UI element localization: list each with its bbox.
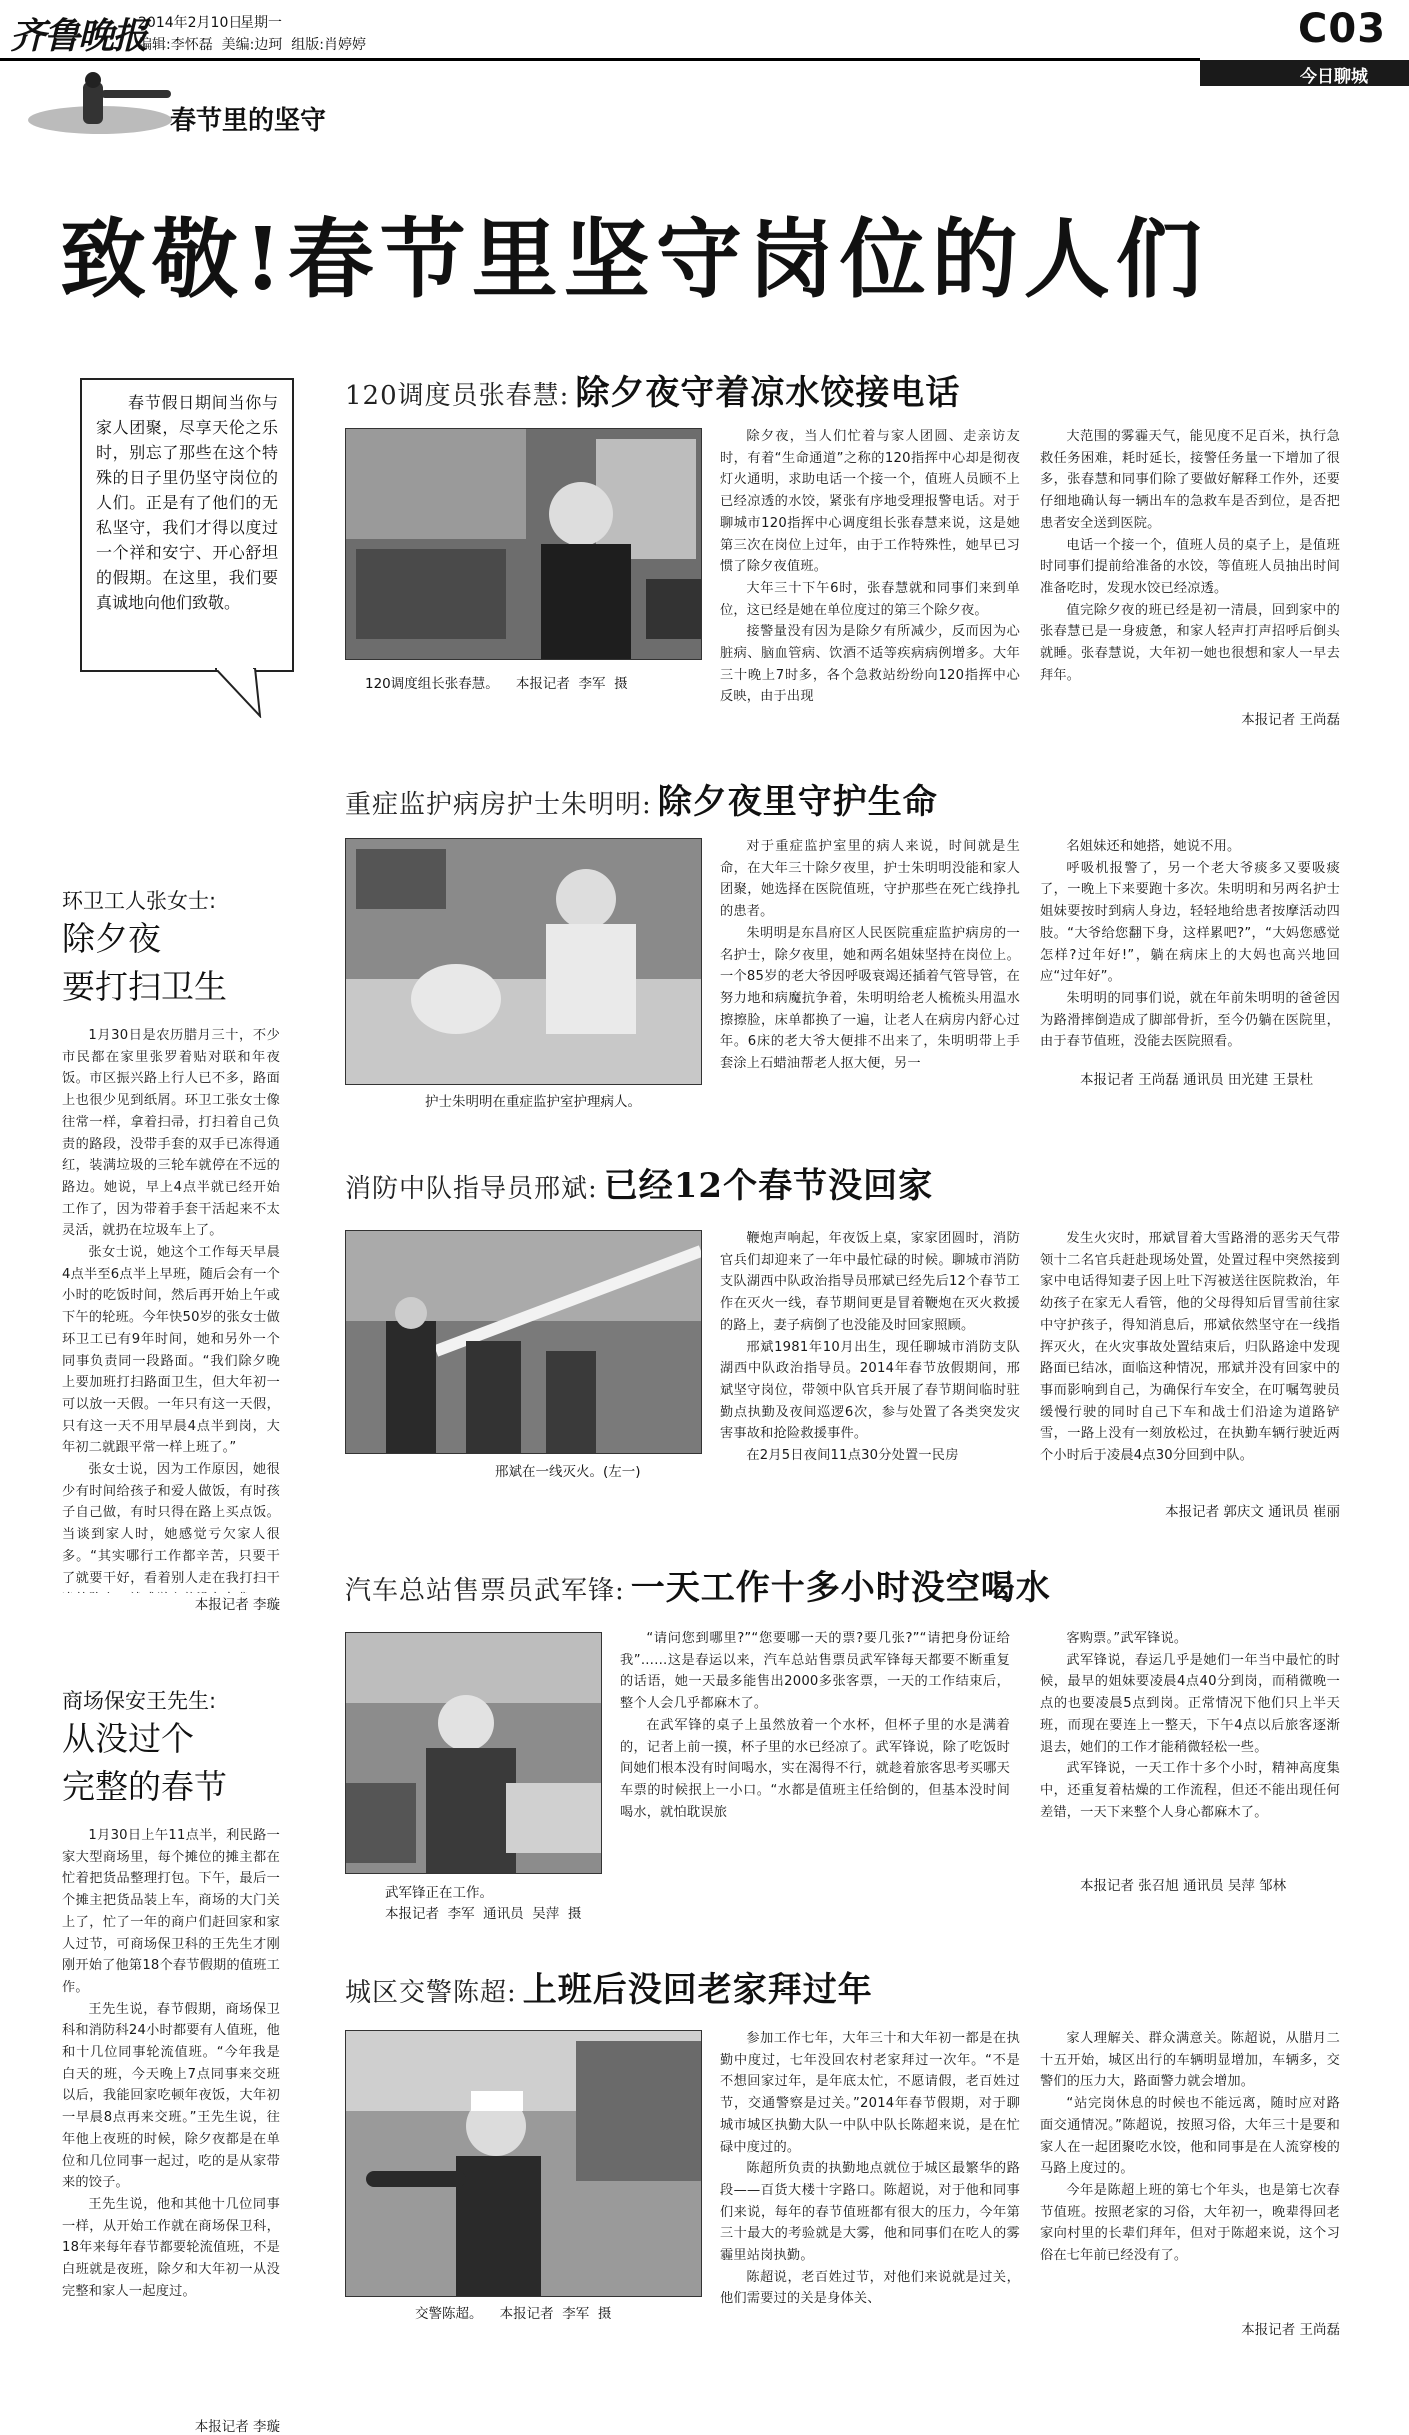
article-title: 已经12个春节没回家 [603,1166,934,1206]
page-title: 致敬!春节里坚守岗位的人们 [60,209,1208,310]
paragraph: 1月30日上午11点半，利民路一家大型商场里，每个摊位的摊主都在忙着把货品整理打包。下午，最后一个摊主把货品装上车，商场的大门关上了，忙了一年的商户们赶回家和家人过节，可商场保卫科的王先生才刚刚开始了他第18个春节假期的值班工作。 [62,1828,280,1995]
paragraph: 值完除夕夜的班已经是初一清晨，回到家中的张春慧已是一身疲惫，和家人轻声打声招呼后倒头就睡。张春慧说，大年初一她也很想和家人一早去拜年。 [1040,602,1340,683]
paragraph: 朱明明的同事们说，就在年前朱明明的爸爸因为路滑摔倒造成了脚部骨折，至今仍躺在医院里，由于春节值班，没能去医院照看。 [1040,990,1340,1050]
paragraph: 除夕夜，当人们忙着与家人团圆、走亲访友时，有着“生命通道”之称的120指挥中心却是彻夜灯火通明，求助电话一个接一个，值班人员顾不上已经凉透的水饺，紧张有序地受理报警电话。对于聊城市120指挥中心调度组长张春慧来说，这是她第三次在岗位上过年，由于工作特殊性，她早已习惯了除夕夜值班。 [720,429,1020,575]
paragraph: 客购票。”武军锋说。 [1066,1631,1188,1646]
sidebar-byline: 本报记者 李璇 [194,2419,280,2435]
paragraph: 大年三十下午6时，张春慧就和同事们来到单位，这已经是她在单位度过的第三个除夕夜。 [720,580,1020,618]
article-person: 重症监护病房护士朱明明: [345,790,652,820]
column-title: 春节里的坚守 [170,106,327,136]
sidebar-body [62,1025,280,1593]
masthead-logo: 齐鲁晚报 [10,15,147,57]
intro-text: 春节假日期间当你与家人团聚，尽享天伦之乐时，别忘了那些在这个特殊的日子里仍坚守岗位的人们。正是有了他们的无私坚守，我们才得以度过一个祥和安宁、开心舒坦的假期。在这里，我们要真诚地向他们致敬。 [96,393,278,612]
article-byline: 本报记者 王尚磊 通讯员 田光建 王景杜 [1080,1072,1314,1088]
article-person: 消防中队指导员邢斌: [345,1174,598,1204]
article-headline [345,1560,1051,1609]
article-headline [345,1158,933,1207]
paragraph: 陈超所负责的执勤地点就位于城区最繁华的路段——百货大楼十字路口。陈超说，对于他和同事们来说，每年的春节值班都有很大的压力，今年第三十最大的考验就是大雾，他和同事们在吃人的雾霾里站岗执勤。 [720,2161,1020,2264]
photo-caption: 护士朱明明在重症监护室护理病人。 [425,1094,641,1110]
intro-box [80,378,294,672]
photo-caption: 交警陈超。 本报记者 李军 摄 [415,2306,612,2322]
sidebar-sanitation [62,885,280,1613]
paragraph: 陈超说，老百姓过节，对他们来说就是过关，他们需要过的关是身体关、 [720,2269,1020,2307]
photo-traffic-police [345,2030,702,2297]
sidebar-byline: 本报记者 李璇 [194,1597,280,1613]
article-col1 [720,1228,1020,1516]
sidebar-headline-line2: 要打扫卫生 [62,967,227,1006]
paragraph: 武军锋说，一天工作十多个小时，精神高度集中，还重复着枯燥的工作流程，但还不能出现任何差错，一天下来整个人身心都麻木了。 [1040,1761,1340,1820]
paragraph: 在武军锋的桌子上虽然放着一个水杯，但杯子里的水是满着的，记者上前一摸，杯子里的水已经凉了。武军锋说，除了吃饭时间她们根本没有时间喝水，实在渴得不行，就趁着旅客思考买哪天车票的时候抿上一小口。“水都是值班主任给倒的，但基本没时间喝水，就怕耽误旅 [620,1717,1010,1820]
header-date: 2014年2月10日 [138,15,243,31]
paragraph: 张女士说，因为工作原因，她很少有时间给孩子和爱人做饭，有时孩子自己做，有时只得在路上买点饭。当谈到家人时，她感觉亏欠家人很多。“其实哪行工作都辛苦，只要干了就要干好，看着别人走在我打扫干 [62,1462,280,1586]
paragraph: 电话一个接一个，值班人员的桌子上，是值班时同事们提前给准备的水饺，等值班人员抽出时间准备吃时，发现水饺已经凉透。 [1040,537,1340,596]
article-col1 [720,2028,1020,2336]
paragraph: 家人理解关、群众满意关。陈超说，从腊月二十五开始，城区出行的车辆明显增加，车辆多，交警们的压力大，路面警力就会增加。 [1040,2031,1340,2090]
photo-nurse [345,838,702,1085]
paragraph: 鞭炮声响起，年夜饭上桌，家家团圆时，消防官兵们却迎来了一年中最忙碌的时候。聊城市消防支队湖西中队政治指导员邢斌已经先后12个春节工作在灭火一线，春节期间更是冒着鞭炮在灭火救援的路上，妻子病倒了也没能及时回家照顾。 [720,1231,1020,1333]
section-name: 今日聊城 [1300,67,1368,87]
header-weekday: 星期一 [240,15,282,31]
article-col2 [1040,2028,1340,2314]
article-title: 一天工作十多小时没空喝水 [630,1568,1051,1608]
article-headline [345,365,960,414]
page-number: C03 [1298,6,1387,52]
article-person: 城区交警陈超: [345,1978,517,2008]
paragraph: 朱明明是东昌府区人民医院重症监护病房的一名护士，除夕夜里，她和两名姐妹坚持在岗位上。一个85岁的老大爷因呼吸衰竭还插着气管导管，在努力地和病魔抗争着，朱明明给老人梳梳头用温水擦擦脸，床单都换了一遍，让老人在病房内舒心过年。6床的老大爷大便排不出来了，朱明明带上手套涂上石蜡油帮老人抠大便，另一 [720,925,1020,1072]
article-title: 除夕夜守着凉水饺接电话 [575,373,961,413]
article-byline: 本报记者 王尚磊 [1241,2322,1340,2338]
photo-caption: 120调度组长张春慧。 本报记者 李军 摄 [365,676,628,692]
paragraph: 呼吸机报警了，另一个老大爷痰多又要吸痰了，一晚上下来要跑十多次。朱明明和另两名护士姐妹要按时到病人身边，轻轻地给患者按摩活动四肢。“大爷给您翻下身，这样累吧?”，“大妈您感觉怎样?过年好!”，躺在病床上的大妈也高兴地回应“过年好”。 [1040,860,1340,985]
paragraph: 今年是陈超上班的第七个年头，也是第七次春节值班。按照老家的习俗，大年初一，晚辈得回老家向村里的长辈们拜年，但对于陈超来说，这个习俗在七年前已经没有了。 [1040,2182,1340,2264]
sidebar-headline-line2: 完整的春节 [62,1767,227,1806]
sidebar-headline-line1: 除夕夜 [62,919,161,958]
paragraph: 大范围的雾霾天气，能见度不足百米，执行急救任务困难，耗时延长，接警任务量一下增加了很多，张春慧和同事们除了要做好解释工作外，还要仔细地确认每一辆出车的急救车是否到位，是否把患者安全送到医院。 [1040,429,1340,531]
article-person: 汽车总站售票员武军锋: [345,1576,625,1606]
article-byline: 本报记者 王尚磊 [1241,712,1340,728]
sidebar-body [62,1825,280,2415]
paragraph: 发生火灾时，邢斌冒着大雪路滑的恶劣天气带领十二名官兵赶赴现场处置，处置过程中突然接到家中电话得知妻子因上吐下泻被送往医院救治，年幼孩子在家无人看管，他的父母得知后冒雪前往家中守护孩子，得知消息后，邢斌依然坚守在一线指挥灭火，在火灾事故处置结束后，归队路途中发现路面已结冰，面临这种情况，邢斌并没有回家中的事而影响到自己，为确保行车安全，在叮嘱驾驶员缓慢行驶的同时自己下车和战士们沿途为道路铲雪，一路上没有一刻放松过，在执勤车辆行驶近两个小时后于凌晨4点30分回到中队。 [1040,1231,1340,1464]
paragraph: 参加工作七年，大年三十和大年初一都是在执勤中度过，七年没回农村老家拜过一次年。“不是不想回家过年，是年底太忙，不愿请假，老百姓过节，交通警察是过关。”2014年春节假期，对于聊城市城区执勤大队一中队中队长陈超来说，是在忙碌中度过的。 [720,2031,1020,2155]
article-title: 上班后没回老家拜过年 [522,1970,873,2010]
sidebar-security [62,1685,280,2435]
paragraph: 王先生说，春节假期，商场保卫科和消防科24小时都要有人值班，他和十几位同事轮流值班。“今年我是白天的班，今天晚上7点同事来交班以后，我能回家吃顿年夜饭，大年初一早晨8点再来交班。”王先生说，往年他上夜班的时候，除夕夜都是在单位和几位同事一起过，吃的是从家带来的饺子。 [62,2001,280,2191]
sidebar-headline-line1: 从没过个 [62,1719,194,1758]
article-col1 [720,836,1020,1124]
article-col2 [1040,1228,1340,1496]
article-col1 [720,426,1020,714]
paragraph: 对于重症监护室里的病人来说，时间就是生命，在大年三十除夕夜里，护士朱明明没能和家人团聚，她选择在医院值班，守护那些在死亡线挣扎的患者。 [720,839,1020,920]
paragraph: 1月30日是农历腊月三十，不少市民都在家里张罗着贴对联和年夜饭。市区振兴路上行人已不多，路面上也很少见到纸屑。环卫工张女士像往常一样，拿着扫帚，打扫着自己负责的路段，没带手套的双手已冻得通红，装满垃圾的三轮车就停在不远的路边。她说，早上4点半就已经开始工作了，因为带着手套干活起来不太灵活，就扔在垃圾车上了。 [62,1028,280,1239]
paragraph: 接警量没有因为是除夕有所减少，反而因为心脏病、脑血管病、饮酒不适等疾病病例增多。大年三十晚上7时多，各个急救站纷纷向120指挥中心反映，由于出现 [720,624,1020,705]
article-col2 [1040,1628,1340,1874]
article-col1 [620,1628,1010,1922]
article-person: 120调度员张春慧: [345,381,570,411]
article-headline [345,774,938,823]
photo-caption: 武军锋正在工作。 本报记者 李军 通讯员 吴萍 摄 [385,1885,582,1922]
article-col2 [1040,836,1340,1068]
paragraph: 武军锋说，春运几乎是她们一年当中最忙的时候，最早的姐妹要凌晨4点40分到岗，而稍微晚一点的也要凌晨5点到岗。正常情况下他们只上半天班，而现在要连上一整天，下午4点以后旅客逐渐退去，她们的工作才能稍微轻松一些。 [1040,1652,1340,1755]
paragraph: 名姐妹还和她搭，她说不用。 [1066,839,1241,854]
paragraph: “站完岗休息的时候也不能远离，随时应对路面交通情况。”陈超说，按照习俗，大年三十是要和家人在一起团聚吃水饺，他和同事是在人流穿梭的马路上度过的。 [1040,2096,1340,2177]
article-byline: 本报记者 张召旭 通讯员 吴萍 邹林 [1080,1878,1287,1894]
intro-box-tail [215,668,275,722]
column-banner-icon [25,72,175,136]
sidebar-kicker: 环卫工人张女士: [62,889,217,913]
paragraph: “请问您到哪里?”“您要哪一天的票?要几张?”“请把身份证给我”……这是春运以来，汽车总站售票员武军锋每天都要不断重复的话语，她一天最多能售出2000多张客票，一天的工作结束后，整个人会几乎都麻木了。 [620,1631,1010,1712]
photo-ticket-seller [345,1632,602,1874]
paragraph: 王先生说，他和其他十几位同事一样，从开始工作就在商场保卫科，18年来每年春节都要轮流值班，不是白班就是夜班，除夕和大年初一从没完整和家人一起度过。 [62,2196,280,2299]
paragraph: 邢斌1981年10月出生，现任聊城市消防支队湖西中队政治指导员。2014年春节放假期间，邢斌坚守岗位，带领中队官兵开展了春节期间临时驻勤点执勤及夜间巡逻6次，参与处置了各类突发灾害事故和抢险救援事件。 [720,1339,1020,1442]
paragraph: 张女士说，她这个工作每天早晨4点半至6点半上早班，随后会有一个小时的吃饭时间，然后再开始上午或下午的轮班。今年快50岁的张女士做环卫工已有9年时间，她和另外一个同事负责同一段路面。“我们除夕晚上要加班打扫路面卫生，但大年初一可以放一天假。一年只有这一天假，只有这一天不用早晨4点半到岗，大年初二就跟平常一样上班了。” [62,1245,280,1456]
photo-caption: 邢斌在一线灭火。(左一) [495,1464,641,1480]
article-byline: 本报记者 郭庆文 通讯员 崔丽 [1165,1504,1340,1520]
article-col2 [1040,426,1340,708]
article-title: 除夕夜里守护生命 [657,782,938,822]
article-headline [345,1962,873,2011]
photo-dispatcher [345,428,702,660]
sidebar-kicker: 商场保安王先生: [62,1689,217,1713]
header-staff: 编辑:李怀磊 美编:边珂 组版:肖婷婷 [138,37,366,53]
header-rule [0,58,1200,61]
photo-firefighter [345,1230,702,1454]
paragraph: 在2月5日夜间11点30分处置一民房 [746,1448,959,1464]
